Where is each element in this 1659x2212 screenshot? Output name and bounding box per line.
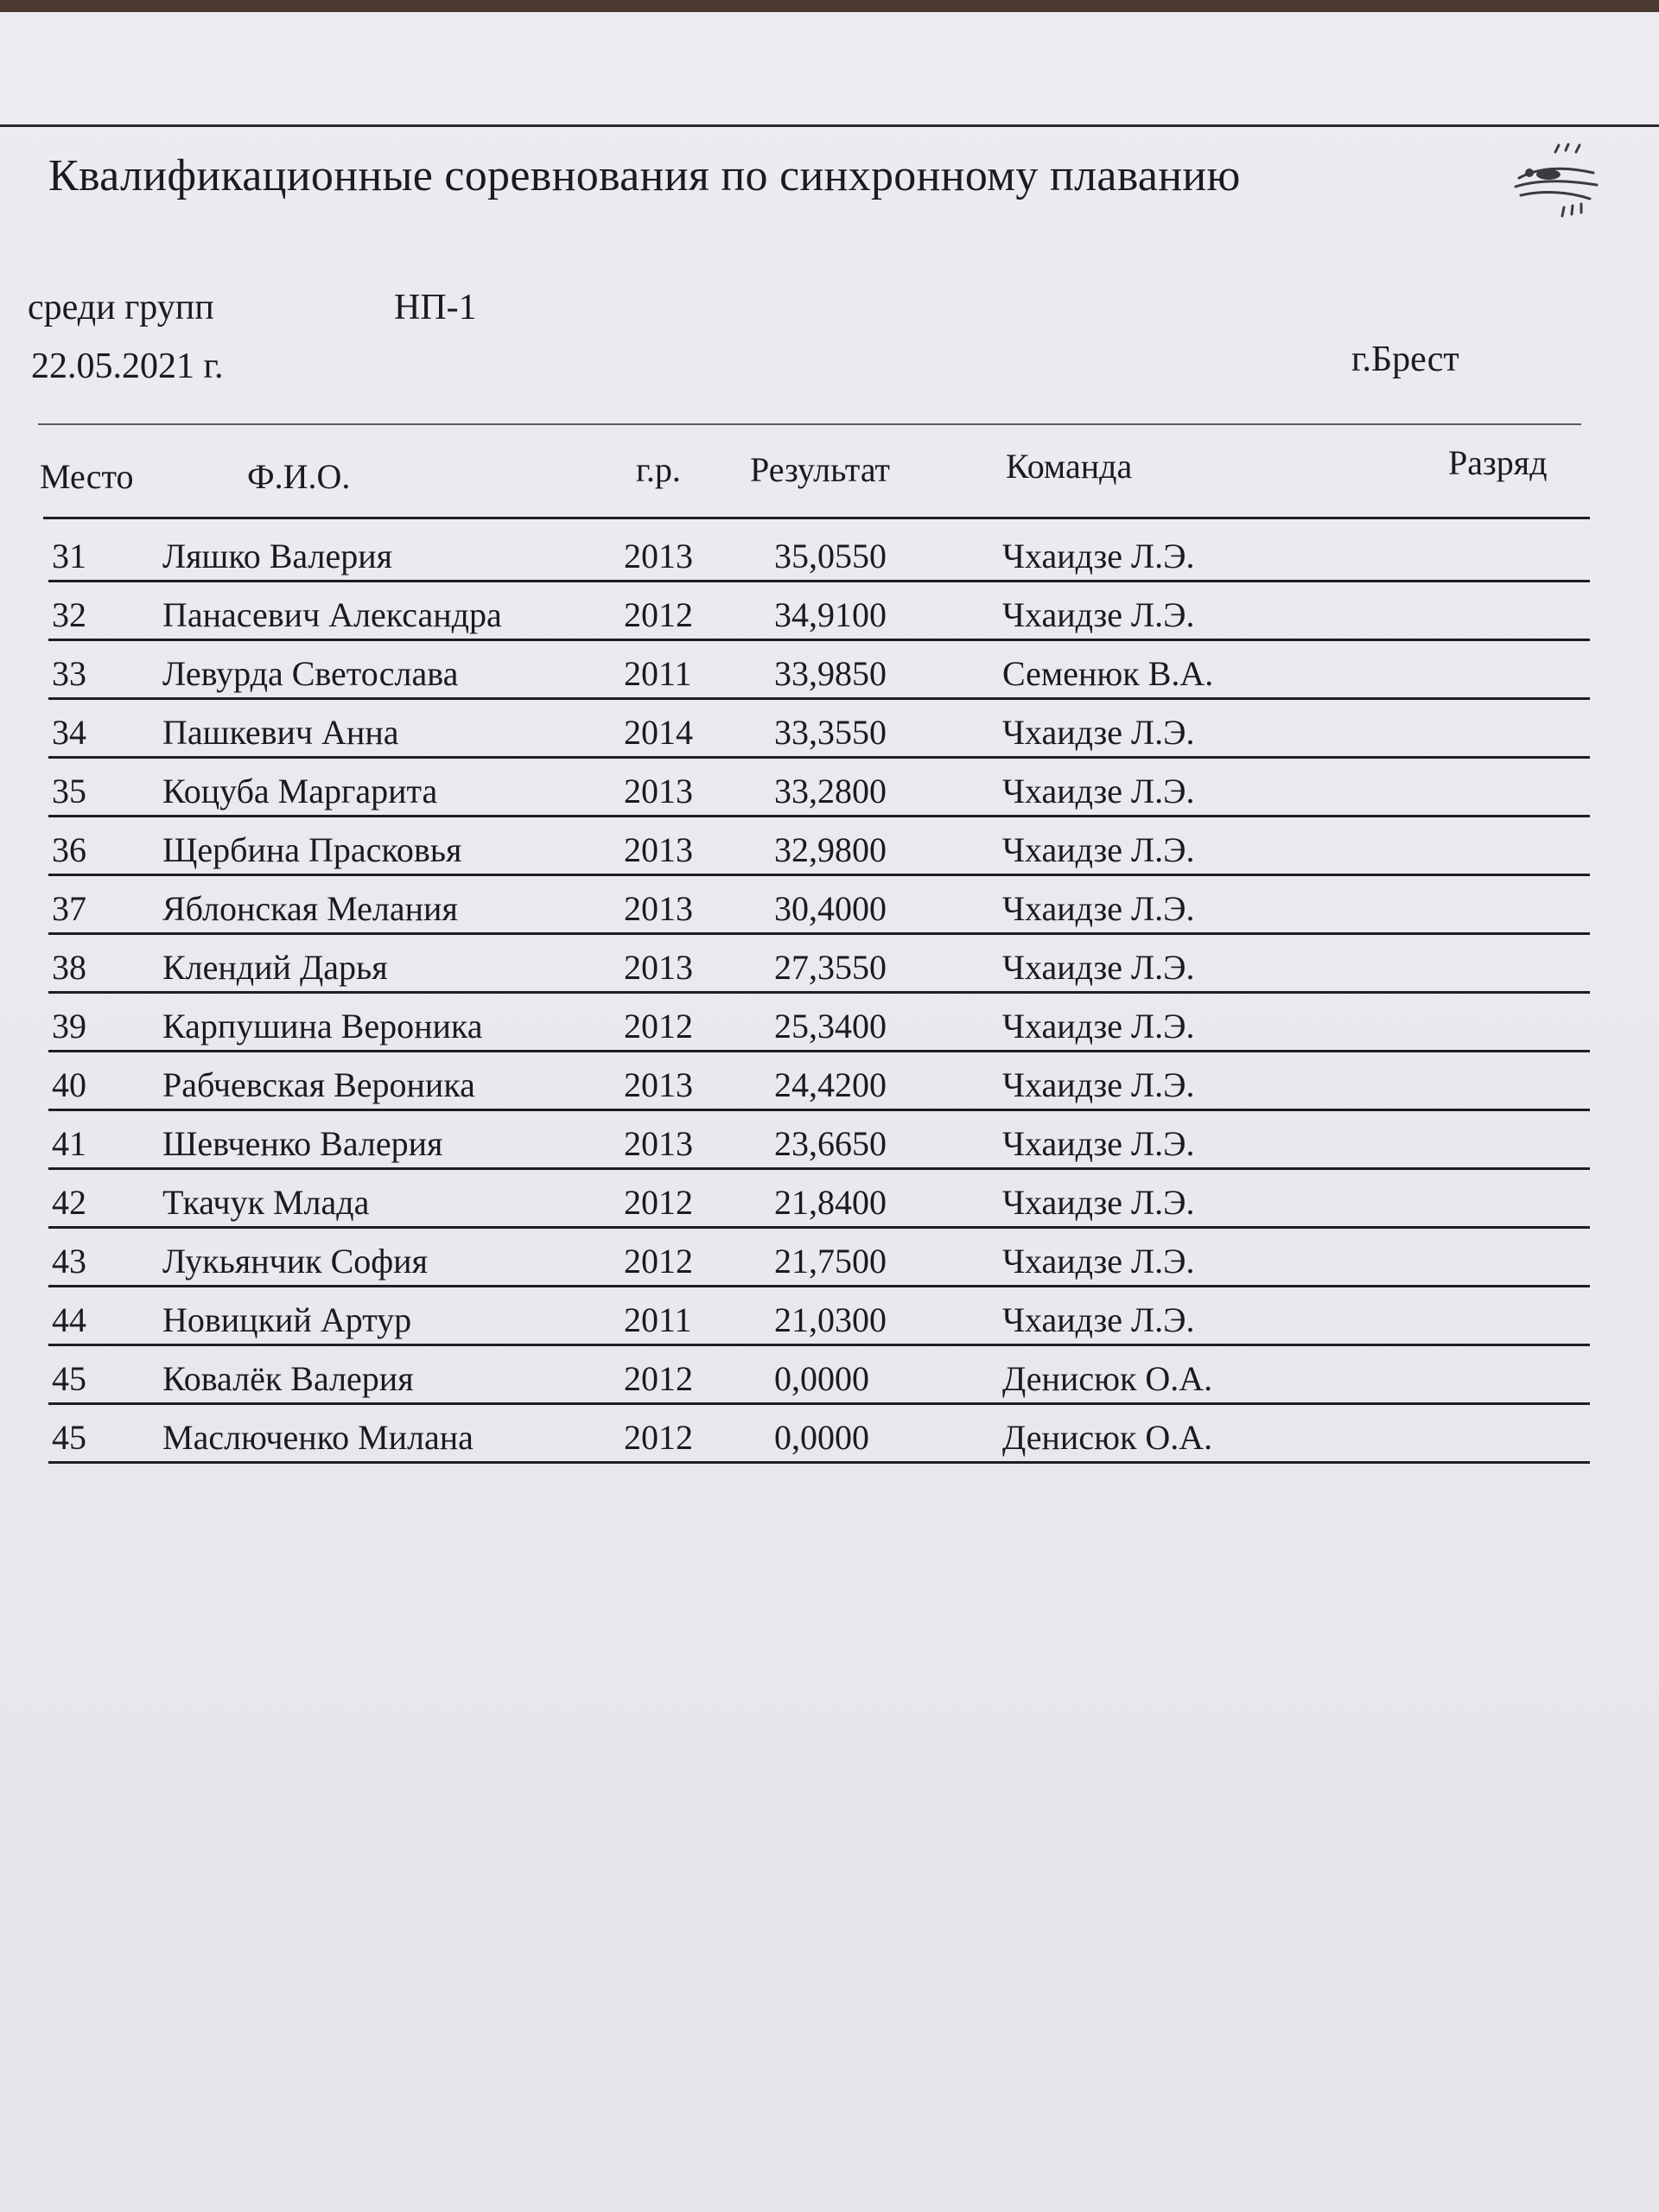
year-cell: 2012 [624,1242,693,1281]
table-row [0,817,1659,876]
place-cell: 32 [52,595,86,634]
team-cell: Чхаидзе Л.Э. [1002,1007,1195,1046]
place-cell: 36 [52,830,86,869]
table-row [0,935,1659,994]
year-cell: 2013 [624,537,693,575]
top-rule [0,124,1659,127]
name-cell: Маслюченко Милана [162,1418,474,1457]
place-cell: 31 [52,537,86,575]
result-cell: 33,9850 [774,654,887,693]
name-cell: Ткачук Млада [162,1183,370,1222]
team-cell: Чхаидзе Л.Э. [1002,948,1195,987]
place-cell: 37 [52,889,86,928]
table-row [0,1111,1659,1170]
column-header-rank: Разряд [1448,443,1548,482]
result-cell: 24,4200 [774,1065,887,1104]
team-cell: Чхаидзе Л.Э. [1002,830,1195,869]
column-header-year: г.р. [636,450,681,489]
team-cell: Чхаидзе Л.Э. [1002,595,1195,634]
result-cell: 35,0550 [774,537,887,575]
year-cell: 2012 [624,595,693,634]
result-cell: 27,3550 [774,948,887,987]
result-cell: 21,8400 [774,1183,887,1222]
event-city: г.Брест [1351,340,1459,379]
year-cell: 2012 [624,1183,693,1222]
result-cell: 0,0000 [774,1359,869,1398]
name-cell: Яблонская Мелания [162,889,458,928]
results-sheet [0,12,1659,2212]
team-cell: Чхаидзе Л.Э. [1002,537,1195,575]
team-cell: Семенюк В.А. [1002,654,1214,693]
team-cell: Чхаидзе Л.Э. [1002,1183,1195,1222]
team-cell: Денисюк О.А. [1002,1359,1213,1398]
place-cell: 42 [52,1183,86,1222]
year-cell: 2013 [624,830,693,869]
group-label: среди групп [28,288,214,327]
team-cell: Денисюк О.А. [1002,1418,1213,1457]
team-cell: Чхаидзе Л.Э. [1002,889,1195,928]
column-header-team: Команда [1006,447,1133,486]
name-cell: Щербина Прасковья [162,830,462,869]
name-cell: Лукьянчик София [162,1242,428,1281]
table-row [0,1346,1659,1405]
result-cell: 21,0300 [774,1300,887,1339]
team-cell: Чхаидзе Л.Э. [1002,1300,1195,1339]
year-cell: 2012 [624,1418,693,1457]
name-cell: Карпушина Вероника [162,1007,483,1046]
place-cell: 39 [52,1007,86,1046]
place-cell: 38 [52,948,86,987]
year-cell: 2013 [624,772,693,810]
year-cell: 2011 [624,654,692,693]
result-cell: 33,2800 [774,772,887,810]
column-header-name: Ф.И.О. [247,457,351,496]
results-table [0,524,1659,1464]
name-cell: Клендий Дарья [162,948,388,987]
header-separator [38,423,1581,425]
place-cell: 44 [52,1300,86,1339]
year-cell: 2013 [624,948,693,987]
team-cell: Чхаидзе Л.Э. [1002,1124,1195,1163]
column-header-place: Место [40,457,134,496]
table-row [0,641,1659,700]
table-row [0,582,1659,641]
table-row [0,876,1659,935]
result-cell: 34,9100 [774,595,887,634]
year-cell: 2014 [624,713,693,752]
year-cell: 2012 [624,1359,693,1398]
year-cell: 2013 [624,1124,693,1163]
place-cell: 45 [52,1418,86,1457]
place-cell: 43 [52,1242,86,1281]
result-cell: 0,0000 [774,1418,869,1457]
place-cell: 33 [52,654,86,693]
table-row [0,1287,1659,1346]
result-cell: 21,7500 [774,1242,887,1281]
column-header-result: Результат [750,450,891,489]
result-cell: 30,4000 [774,889,887,928]
place-cell: 34 [52,713,86,752]
synchronized-swimmer-logo-icon [1503,133,1607,237]
column-header-rule [43,517,1590,519]
table-row [0,1170,1659,1229]
table-row [0,524,1659,582]
name-cell: Ляшко Валерия [162,537,393,575]
result-cell: 33,3550 [774,713,887,752]
team-cell: Чхаидзе Л.Э. [1002,713,1195,752]
name-cell: Шевченко Валерия [162,1124,443,1163]
page-title: Квалификационные соревнования по синхронному плаванию [48,151,1241,200]
year-cell: 2011 [624,1300,692,1339]
place-cell: 40 [52,1065,86,1104]
team-cell: Чхаидзе Л.Э. [1002,1242,1195,1281]
team-cell: Чхаидзе Л.Э. [1002,772,1195,810]
group-value: НП-1 [394,288,477,327]
name-cell: Рабчевская Вероника [162,1065,475,1104]
result-cell: 32,9800 [774,830,887,869]
table-row [0,700,1659,759]
result-cell: 25,3400 [774,1007,887,1046]
name-cell: Панасевич Александра [162,595,502,634]
team-cell: Чхаидзе Л.Э. [1002,1065,1195,1104]
place-cell: 45 [52,1359,86,1398]
event-date: 22.05.2021 г. [31,346,224,386]
name-cell: Пашкевич Анна [162,713,399,752]
result-cell: 23,6650 [774,1124,887,1163]
table-row [0,1052,1659,1111]
table-row [0,759,1659,817]
year-cell: 2012 [624,1007,693,1046]
year-cell: 2013 [624,889,693,928]
place-cell: 41 [52,1124,86,1163]
table-row [0,1405,1659,1464]
table-row [0,994,1659,1052]
place-cell: 35 [52,772,86,810]
year-cell: 2013 [624,1065,693,1104]
name-cell: Новицкий Артур [162,1300,412,1339]
name-cell: Левурда Светослава [162,654,459,693]
name-cell: Коцуба Маргарита [162,772,438,810]
table-row [0,1229,1659,1287]
name-cell: Ковалёк Валерия [162,1359,414,1398]
